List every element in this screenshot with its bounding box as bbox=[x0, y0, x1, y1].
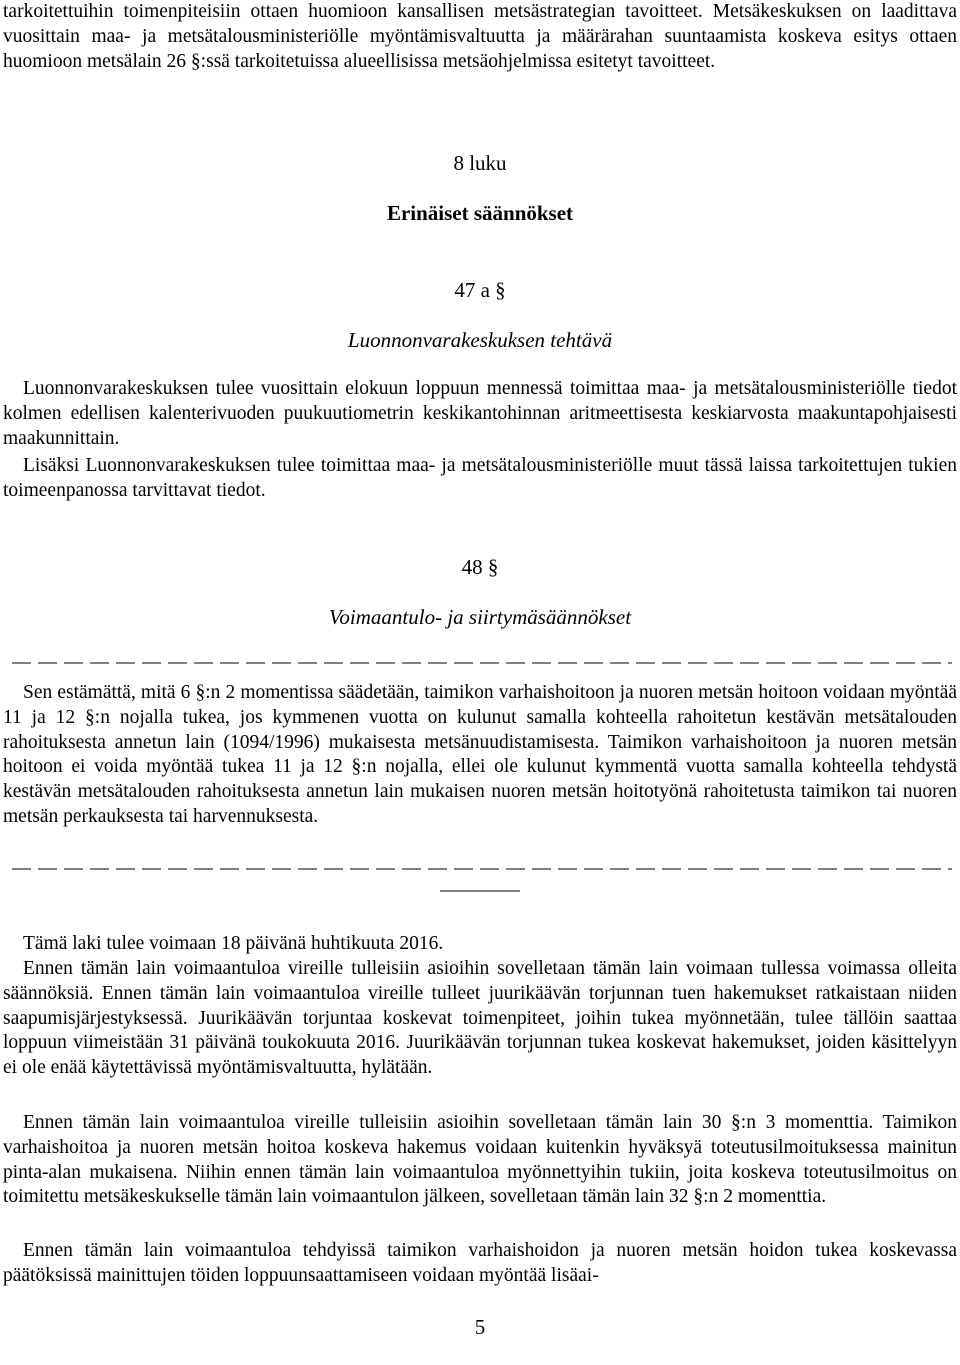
separator-rule bbox=[440, 881, 520, 887]
section-48-title: Voimaantulo- ja siirtymäsäännökset bbox=[328, 605, 632, 629]
entry-into-force: Tämä laki tulee voimaan 18 päivänä huhtikuuta 2016. bbox=[23, 933, 444, 954]
transitional-paragraph-3: Ennen tämän lain voimaantuloa tehdyissä taimikon varhaishoidon ja nuoren metsän hoidon tukea koskevassa päätöksissä mainittujen töiden loppuunsaattamiseen voidaan myöntää lisäai- bbox=[3, 1240, 957, 1286]
transitional-paragraph-1: Ennen tämän lain voimaantuloa vireille tulleisiin asioihin sovelletaan tämän lain voimaan tullessa voimassa olleita säännöksiä. Ennen tämän lain voimaantuloa vireille tulleet juurikäävän torjunnan tuen hakemukset ratkaistaan niiden saapumisjärjestyksessä. Juurikäävän torjuntaa koskevat toimenpiteet, joihin tukea myönnetään, tulee tällöin saattaa loppuun viimeistään 31 päivänä toukokuuta 2016. Juurikäävän torjunnan tukea koskevat hakemukset, joiden käsittelyyn ei ole enää käytettävissä myöntämisvaltuutta, hylätään. bbox=[3, 958, 957, 1079]
section-47a-title: Luonnonvarakeskuksen tehtävä bbox=[347, 328, 613, 352]
section-47a-paragraph-1: Luonnonvarakeskuksen tulee vuosittain elokuun loppuun mennessä toimittaa maa- ja metsätalousministeriölle tiedot kolmen edellisen kalenterivuoden puukuutiometrin keskikantohinnan aritmeettisesta keskiarvosta maakuntapohjaisesti maakunnittain. bbox=[3, 378, 957, 449]
intro-paragraph: tarkoitettuihin toimenpiteisiin ottaen huomioon kansallisen metsästrategian tavoitteet. Metsäkeskuksen on laadittava vuosittain maa- ja metsätalousministeriölle myöntämisvaltuutta ja määrärahan suuntaamista koskeva esitys ottaen huomioon metsälain 26 §:ssä tarkoitetuissa alueellisissa metsäohjelmissa esitetyt tavoitteet. bbox=[3, 1, 957, 72]
section-48-paragraph: Sen estämättä, mitä 6 §:n 2 momentissa säädetään, taimikon varhaishoitoon ja nuoren metsän hoitoon voidaan myöntää 11 ja 12 §:n nojalla tukea, jos kymmenen vuotta on kulunut samalla kohteella rahoitetun kestävän metsätalouden rahoituksesta annetun lain (1094/1996) mukaisesta metsänuudistamisesta. Taimikon varhaishoitoon ja nuoren metsän hoitoon ei voida myöntää tukea 11 ja 12 §:n nojalla, ellei ole kulunut kymmentä vuotta samalla kohteella tehdystä kestävän metsätalouden rahoituksesta annetun lain mukaisen nuoren metsän hoitotyönä rahoitetusta taimikon tai nuoren metsän perkauksesta tai harvennuksesta. bbox=[3, 682, 957, 827]
section-47a-paragraph-2: Lisäksi Luonnonvarakeskuksen tulee toimittaa maa- ja metsätalousministeriölle muut tässä laissa tarkoitettujen tukien toimeenpanossa tarvittavat tiedot. bbox=[3, 455, 957, 501]
chapter-number: 8 luku bbox=[453, 151, 507, 175]
transitional-paragraph-2: Ennen tämän lain voimaantuloa vireille tulleisiin asioihin sovelletaan tämän lain 30 §:n 3 momenttia. Taimikon varhaishoitoa ja nuoren metsän hoitoa koskeva hakemus voidaan kuitenkin hyväksyä toteutusilmoituksessa mainitun pinta-alan mukaisena. Niihin ennen tämän lain voimaantuloa myönnettyihin tukiin, joita koskeva toteutusilmoitus on toimitettu metsäkeskukselle tämän lain voimaantulon jälkeen, sovelletaan tämän lain 32 §:n 2 momenttia. bbox=[3, 1112, 957, 1208]
omission-dash-line-top bbox=[2, 656, 958, 670]
section-47a-number: 47 a § bbox=[454, 278, 506, 302]
chapter-title: Erinäiset säännökset bbox=[386, 201, 574, 225]
omission-dash-line-bottom bbox=[2, 862, 958, 876]
section-48-number: 48 § bbox=[461, 555, 499, 579]
page-number: 5 bbox=[474, 1315, 486, 1339]
